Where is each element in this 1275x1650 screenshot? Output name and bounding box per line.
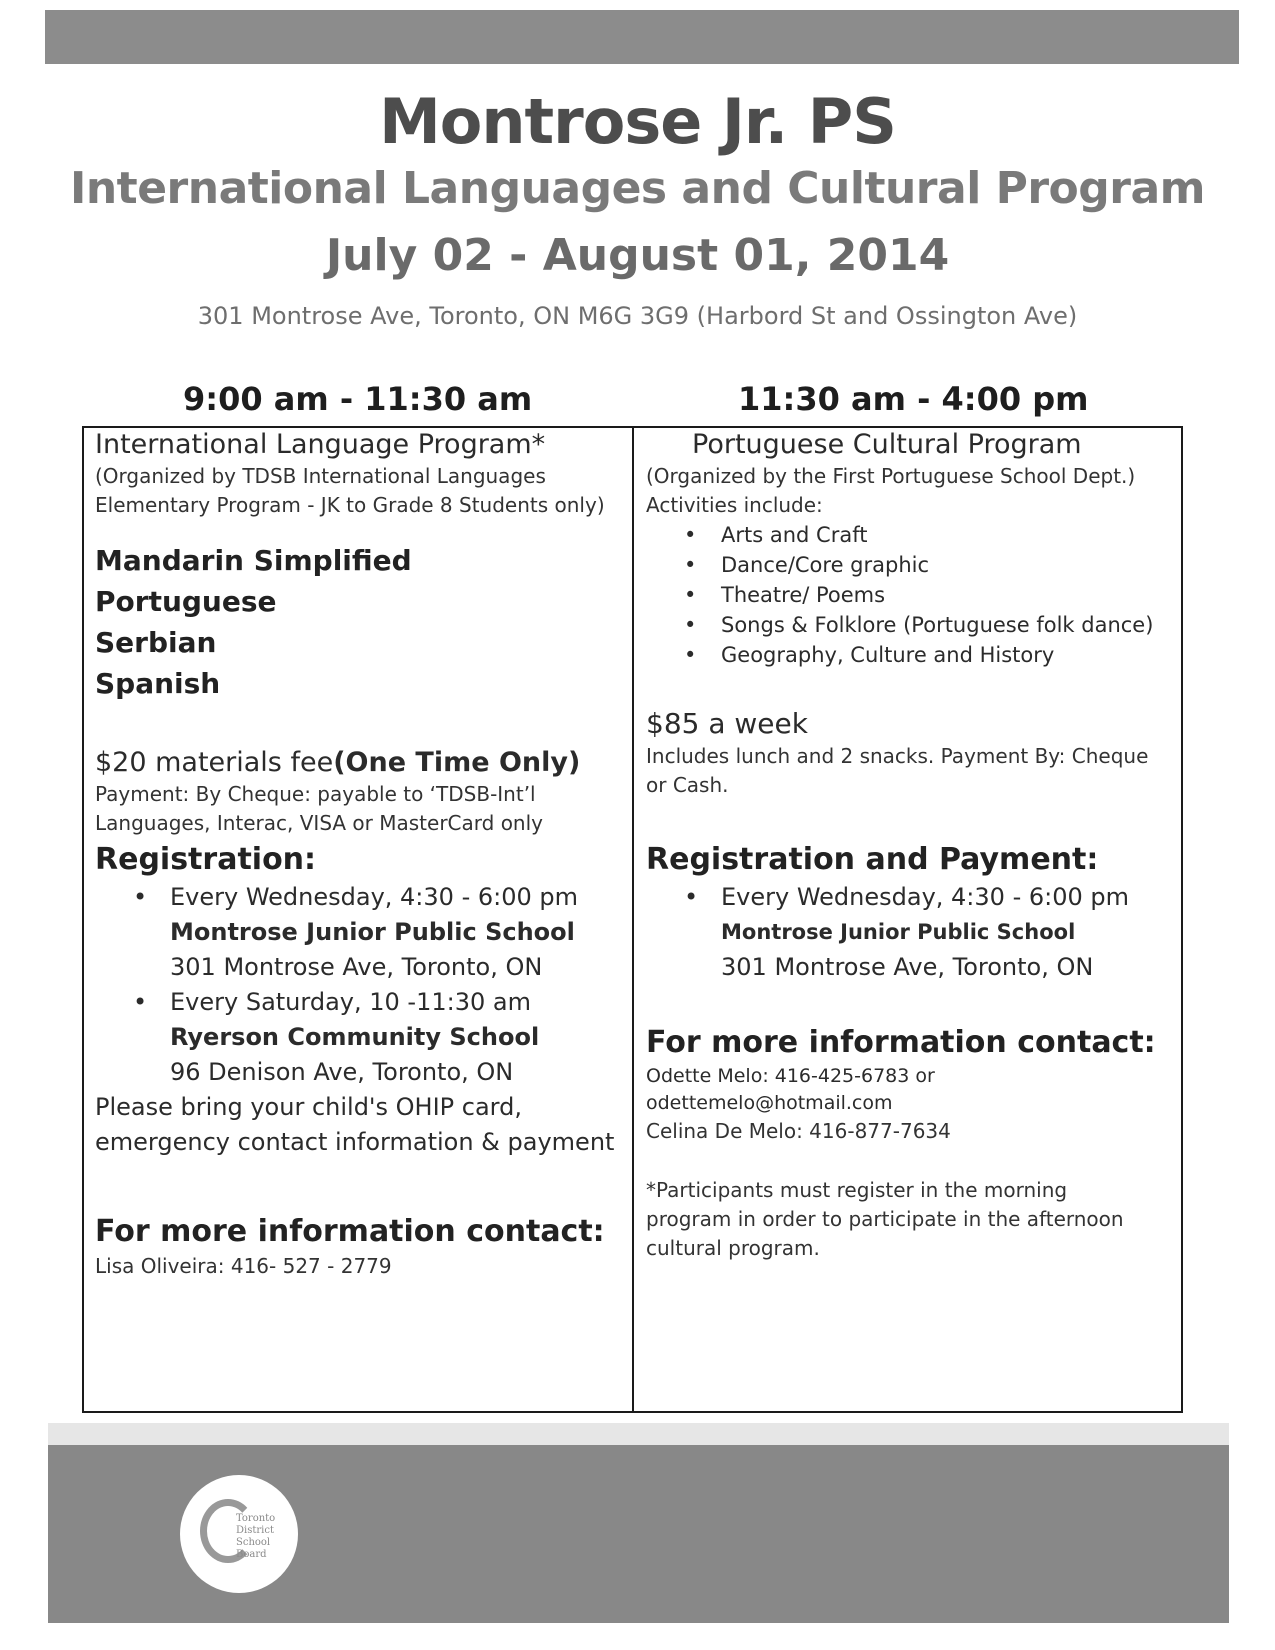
registration-address: 301 Montrose Ave, Toronto, ON [721,953,1094,981]
registration-payment-heading: Registration and Payment: [646,842,1099,877]
weekly-rate: $85 a week [646,707,808,740]
logo-line: District [236,1525,274,1536]
participation-note-3: cultural program. [646,1236,820,1260]
registration-place: Montrose Junior Public School [170,918,575,946]
top-banner-bar [45,10,1239,64]
column-divider [632,426,634,1413]
school-title: Montrose Jr. PS [379,85,896,158]
payment-line-2: Languages, Interac, VISA or MasterCard only [95,811,543,835]
left-contact-heading: For more information contact: [95,1214,605,1249]
program-dates: July 02 - August 01, 2014 [325,230,950,281]
registration-when: • Every Wednesday, 4:30 - 6:00 pm [721,883,1129,911]
includes-line-1: Includes lunch and 2 snacks. Payment By: Cheque [646,744,1149,768]
morning-time-heading: 9:00 am - 11:30 am [183,380,533,418]
bring-note-1: Please bring your child's OHIP card, [95,1093,522,1121]
participation-note-2: program in order to participate in the afternoon [646,1207,1124,1231]
logo-line: Toronto [236,1513,276,1524]
right-contact-heading: For more information contact: [646,1025,1156,1060]
language-program-organizer-2: Elementary Program - JK to Grade 8 Students only) [95,493,605,517]
materials-fee [95,746,625,780]
language-program-organizer-1: (Organized by TDSB International Languages [95,464,546,488]
activities-label: Activities include: [646,493,823,517]
logo-text [236,1513,275,1561]
contact-odette: Odette Melo: 416-425-6783 or [646,1065,935,1087]
activity-item: • Geography, Culture and History [646,640,1174,670]
cultural-program-title: Portuguese Cultural Program [692,429,1082,460]
language-item: Portuguese [95,585,277,618]
contact-celina: Celina De Melo: 416-877-7634 [646,1119,951,1143]
cultural-program-panel [646,428,1174,1263]
language-item: Mandarin Simplified [95,544,412,577]
language-item: Serbian [95,626,217,659]
registration-when: • Every Saturday, 10 -11:30 am [170,988,531,1016]
activity-list [646,520,1174,670]
participation-note-1: *Participants must register in the morning [646,1178,1068,1202]
registration-place: Ryerson Community School [170,1023,540,1051]
logo-line: Board [236,1549,267,1560]
school-address: 301 Montrose Ave, Toronto, ON M6G 3G9 (Harbord St and Ossington Ave) [197,302,1078,330]
registration-when: • Every Wednesday, 4:30 - 6:00 pm [170,883,578,911]
includes-line-2: or Cash. [646,773,729,797]
language-program-title: International Language Program* [95,429,546,460]
registration-address: 96 Denison Ave, Toronto, ON [170,1058,514,1086]
language-program-panel [95,428,625,1281]
activity-item: • Arts and Craft [646,520,1174,550]
bring-note-2: emergency contact information & payment [95,1128,615,1156]
activity-item: • Dance/Core graphic [646,550,1174,580]
registration-place: Montrose Junior Public School [721,920,1076,944]
cultural-program-organizer: (Organized by the First Portuguese School Dept.) [646,464,1136,488]
registration-item [646,880,1174,985]
afternoon-time-heading: 11:30 am - 4:00 pm [738,380,1089,418]
registration-item [95,880,625,985]
fee-amount: $20 materials fee [95,747,334,778]
registration-item [95,985,625,1090]
tdsb-logo [180,1475,298,1593]
activity-item: • Songs & Folklore (Portuguese folk dance) [646,610,1174,640]
program-title: International Languages and Cultural Program [69,163,1206,214]
language-list [95,540,625,704]
logo-line: School [236,1537,271,1548]
activity-item: • Theatre/ Poems [646,580,1174,610]
language-item: Spanish [95,667,221,700]
contact-email: odettemelo@hotmail.com [646,1092,893,1114]
left-contact-person: Lisa Oliveira: 416- 527 - 2779 [95,1254,392,1278]
registration-list [95,880,625,1090]
right-registration-list [646,880,1174,985]
registration-address: 301 Montrose Ave, Toronto, ON [170,953,543,981]
registration-heading: Registration: [95,842,317,877]
fee-one-time: (One Time Only) [333,747,581,778]
payment-line-1: Payment: By Cheque: payable to ‘TDSB-Int’l [95,782,536,806]
